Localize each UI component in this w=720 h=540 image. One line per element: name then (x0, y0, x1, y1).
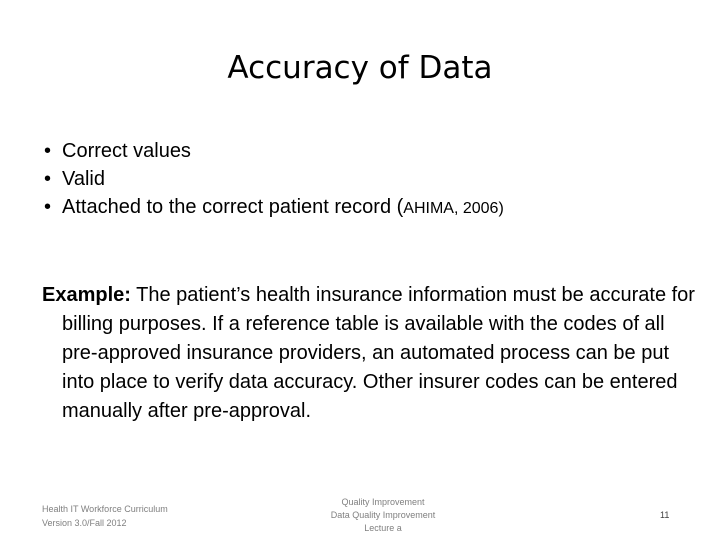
footer-course-line: Health IT Workforce Curriculum (42, 504, 168, 514)
bullet-glyph: • (44, 196, 52, 218)
example-text: The patient’s health insurance information must be accurate for billing purposes. If a reference table is available with the codes of all pre-approved insurance providers, an automated process can be put into place to verify data accuracy. Other insurer codes can be entered manually after pre-approval. (62, 284, 695, 422)
bullet-text: Correct values (62, 140, 191, 162)
citation: AHIMA, 2006) (403, 200, 504, 217)
bullet-list (44, 137, 504, 223)
page-number: 11 (660, 510, 670, 520)
footer-course-info (42, 502, 168, 530)
footer-unit-line: Data Quality Improvement (330, 510, 436, 520)
bullet-item (44, 165, 504, 193)
slide-title: Accuracy of Data (227, 50, 493, 86)
example-label: Example: (42, 284, 131, 306)
bullet-text: Attached to the correct patient record ( (62, 196, 404, 218)
footer-lecture-line: Lecture a (364, 523, 402, 533)
bullet-item (44, 137, 504, 165)
bullet-item (44, 193, 504, 223)
example-paragraph (42, 281, 702, 426)
footer-version-line: Version 3.0/Fall 2012 (42, 518, 127, 528)
bullet-text: Valid (62, 168, 105, 190)
bullet-glyph: • (44, 140, 52, 162)
bullet-glyph: • (44, 168, 52, 190)
footer-component-line: Quality Improvement (341, 497, 425, 507)
footer-lecture-info (310, 496, 456, 535)
